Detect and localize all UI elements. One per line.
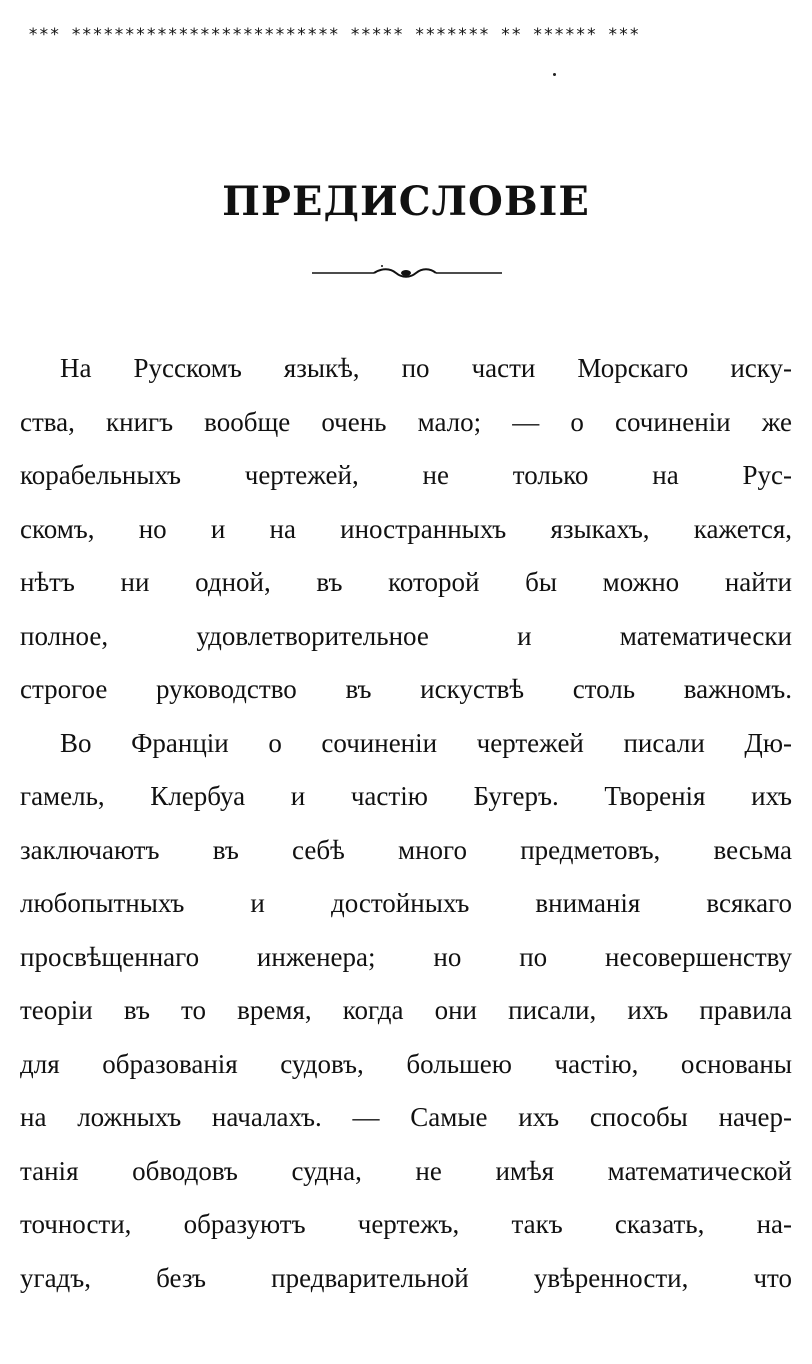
page-title: ПРЕДИСЛОВІЕ [222, 178, 590, 225]
paragraph-2 [20, 717, 792, 1306]
text-line: Во Франціи о сочиненіи чертежей писали Дю- [60, 727, 792, 758]
text-line: на ложныхъ началахъ. — Самые ихъ способы начер- [20, 1102, 792, 1132]
title-divider-ornament [312, 262, 502, 282]
text-line: гамель, Клербуа и частію Бугеръ. Творенія ихъ [20, 781, 792, 811]
text-line: скомъ, но и на иностранныхъ языкахъ, кажется, [20, 513, 792, 544]
text-line: теоріи въ то время, когда они писали, ихъ правила [20, 995, 792, 1025]
paragraph-1 [20, 342, 792, 717]
text-line: полное, удовлетворительное и математически [20, 620, 792, 651]
text-line: любопытныхъ и достойныхъ вниманія всякаго [20, 888, 792, 918]
ornamental-header-rule: *** ************************* ***** ******* ** ****** *** [28, 25, 640, 45]
text-line: заключаютъ въ себѣ много предметовъ, весьма [20, 834, 792, 865]
text-line: просвѣщеннаго инженера; но по несовершенству [20, 941, 792, 972]
text-line: ства, книгъ вообще очень мало; — о сочиненіи же [20, 406, 792, 437]
text-line: нѣтъ ни одной, въ которой бы можно найти [20, 567, 792, 597]
text-line: угадъ, безъ предварительной увѣренности, что [20, 1262, 792, 1293]
text-line: строгое руководство въ искуствѣ столь важномъ. [20, 674, 792, 704]
body-text [20, 342, 792, 1305]
text-line: точности, образуютъ чертежъ, такъ сказать, на- [20, 1209, 792, 1239]
text-line: танія обводовъ судна, не имѣя математической [20, 1155, 792, 1186]
print-speck [553, 73, 556, 76]
text-line: На Русскомъ языкѣ, по части Морскаго иску- [60, 353, 792, 383]
text-line: корабельныхъ чертежей, не только на Рус- [20, 460, 792, 490]
text-line: для образованія судовъ, большею частію, основаны [20, 1048, 792, 1079]
